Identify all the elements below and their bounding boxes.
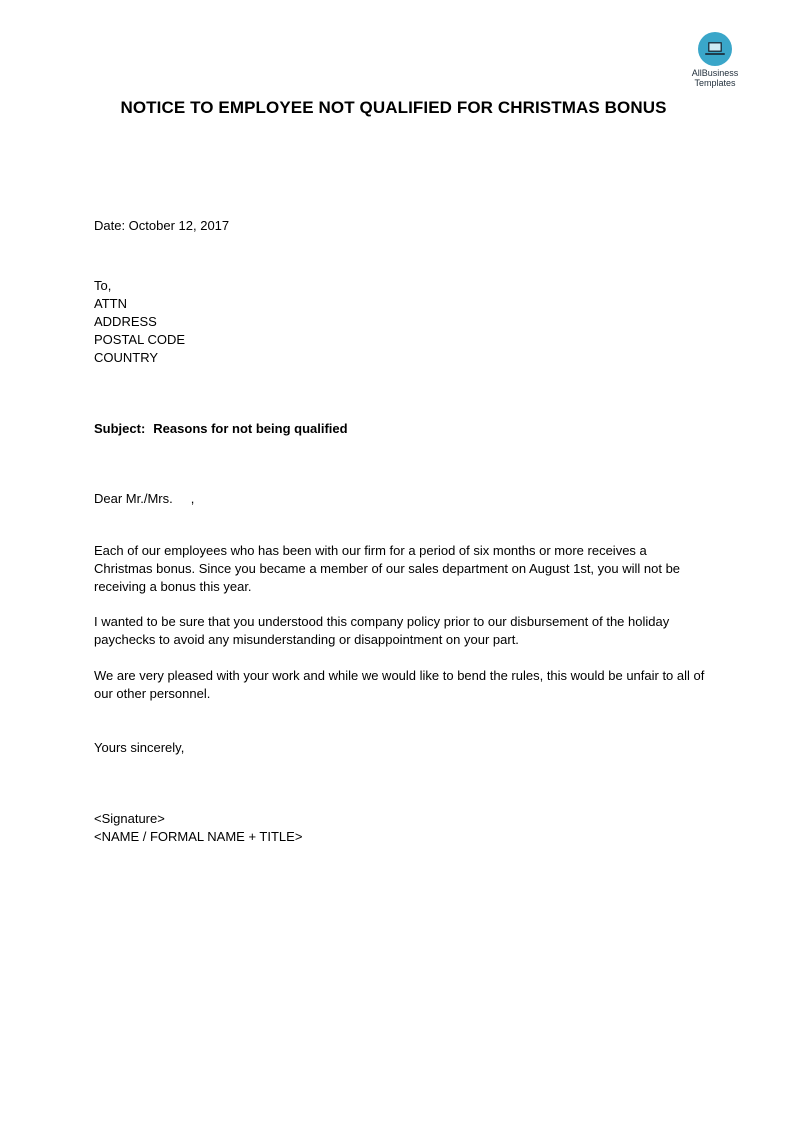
address-attn: ATTN <box>94 296 127 311</box>
signature-placeholder: <Signature> <box>94 811 165 826</box>
address-line: ADDRESS <box>94 314 157 329</box>
body-paragraph-1: Each of our employees who has been with our firm for a period of six months or more receives a Christmas bonus. Since you became a member of our sales department on August 1st, you will not be receiving a bonus this year. <box>94 543 681 594</box>
laptop-icon-svg <box>704 41 726 57</box>
logo-text-line1: AllBusiness <box>691 68 739 78</box>
laptop-icon <box>698 32 732 66</box>
address-country: COUNTRY <box>94 350 159 365</box>
address-postal-code: POSTAL CODE <box>94 332 186 347</box>
body-paragraph-2: I wanted to be sure that you understood this company policy prior to our disbursement of the holiday paychecks to avoid any misunderstanding or disappointment on your part. <box>94 614 670 647</box>
body-paragraph-3: We are very pleased with your work and while we would like to bend the rules, this would be unfair to all of our other personnel. <box>94 668 705 701</box>
document-title: NOTICE TO EMPLOYEE NOT QUALIFIED FOR CHRISTMAS BONUS <box>120 98 667 117</box>
recipient-address-block <box>94 277 706 367</box>
address-to: To, <box>94 278 112 293</box>
salutation: Dear Mr./Mrs. , <box>94 491 195 506</box>
date-line: Date: October 12, 2017 <box>94 218 230 233</box>
closing-line: Yours sincerely, <box>94 740 185 755</box>
logo-text-line2: Templates <box>694 78 736 88</box>
subject-line <box>94 420 706 438</box>
name-title-placeholder: <NAME / FORMAL NAME + TITLE> <box>94 829 303 844</box>
subject-label: Subject: <box>94 421 146 436</box>
signature-block <box>94 810 706 846</box>
subject-text: Reasons for not being qualified <box>153 421 348 436</box>
allbusiness-templates-logo <box>680 32 750 88</box>
